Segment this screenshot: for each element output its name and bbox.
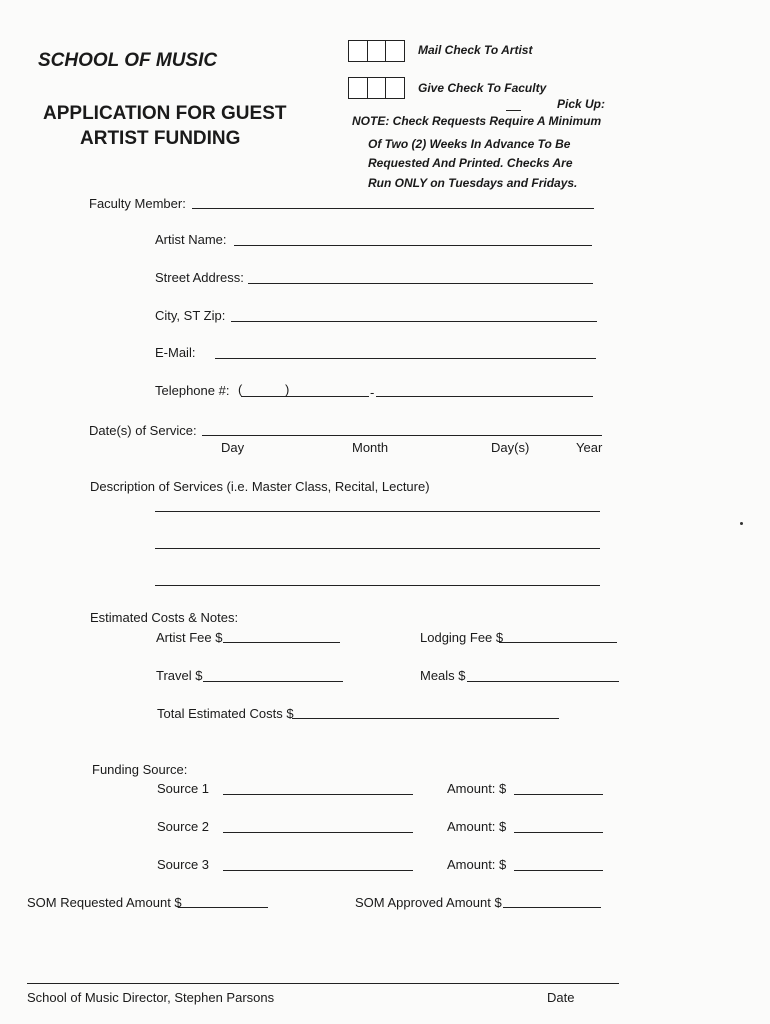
amount3-label: Amount: $ — [447, 857, 507, 872]
source2-label: Source 2 — [157, 819, 210, 834]
som-requested-field[interactable] — [178, 907, 268, 908]
days-caption: Day(s) — [491, 440, 530, 455]
street-address-label: Street Address: — [155, 270, 244, 285]
note-line4: Run ONLY on Tuesdays and Fridays. — [368, 176, 578, 190]
dates-of-service-field[interactable] — [202, 435, 602, 436]
lodging-fee-field[interactable] — [499, 642, 617, 643]
source3-field[interactable] — [223, 870, 413, 871]
day-caption: Day — [221, 440, 245, 455]
faculty-member-field[interactable] — [192, 208, 594, 209]
meals-label: Meals $ — [420, 668, 466, 683]
checkbox-cell[interactable] — [348, 40, 368, 62]
artist-name-label: Artist Name: — [155, 232, 227, 247]
note-line3: Requested And Printed. Checks Are — [368, 156, 573, 170]
month-caption: Month — [352, 440, 389, 455]
phone-prefix-field[interactable] — [289, 396, 369, 397]
amount1-label: Amount: $ — [447, 781, 507, 796]
total-costs-label: Total Estimated Costs $ — [157, 706, 294, 721]
amount2-label: Amount: $ — [447, 819, 507, 834]
amount2-field[interactable] — [514, 832, 603, 833]
phone-dash: - — [370, 385, 375, 400]
faculty-member-label: Faculty Member: — [89, 196, 186, 211]
pick-up-line — [506, 110, 521, 111]
phone-number-field[interactable] — [376, 396, 593, 397]
artist-name-field[interactable] — [234, 245, 592, 246]
area-code-field[interactable] — [241, 396, 289, 397]
source3-label: Source 3 — [157, 857, 210, 872]
telephone-label: Telephone #: — [155, 383, 230, 398]
dates-of-service-label: Date(s) of Service: — [89, 423, 197, 438]
total-costs-field[interactable] — [292, 718, 559, 719]
lodging-fee-label: Lodging Fee $ — [420, 630, 504, 645]
street-address-field[interactable] — [248, 283, 593, 284]
meals-field[interactable] — [467, 681, 619, 682]
email-label: E-Mail: — [155, 345, 196, 360]
note-line1: NOTE: Check Requests Require A Minimum — [352, 114, 602, 128]
checkbox-cell[interactable] — [367, 40, 387, 62]
give-check-checkbox[interactable] — [348, 77, 404, 99]
signature-line[interactable] — [27, 983, 619, 984]
amount3-field[interactable] — [514, 870, 603, 871]
mail-check-checkbox[interactable] — [348, 40, 404, 62]
checkbox-cell[interactable] — [385, 40, 405, 62]
travel-field[interactable] — [203, 681, 343, 682]
checkbox-cell[interactable] — [385, 77, 405, 99]
artist-fee-label: Artist Fee $ — [156, 630, 223, 645]
description-label: Description of Services (i.e. Master Class, Recital, Lecture) — [90, 479, 430, 494]
funding-source-heading: Funding Source: — [92, 762, 188, 777]
year-caption: Year — [576, 440, 603, 455]
note-line2: Of Two (2) Weeks In Advance To Be — [368, 137, 571, 151]
date-caption: Date — [547, 990, 575, 1005]
area-code-close-paren: ) — [285, 382, 290, 397]
form-title-line2: ARTIST FUNDING — [80, 128, 241, 149]
city-st-zip-label: City, ST Zip: — [155, 308, 226, 323]
source1-label: Source 1 — [157, 781, 210, 796]
travel-label: Travel $ — [156, 668, 203, 683]
description-line-1[interactable] — [155, 511, 600, 512]
school-name: SCHOOL OF MUSIC — [38, 50, 218, 71]
email-field[interactable] — [215, 358, 596, 359]
checkbox-cell[interactable] — [348, 77, 368, 99]
estimated-costs-heading: Estimated Costs & Notes: — [90, 610, 239, 625]
scan-speck — [740, 522, 743, 525]
director-caption: School of Music Director, Stephen Parsons — [27, 990, 275, 1005]
description-line-2[interactable] — [155, 548, 600, 549]
pick-up-label: Pick Up: — [557, 97, 606, 111]
source1-field[interactable] — [223, 794, 413, 795]
source2-field[interactable] — [223, 832, 413, 833]
checkbox-cell[interactable] — [367, 77, 387, 99]
som-approved-field[interactable] — [503, 907, 601, 908]
give-check-label: Give Check To Faculty — [418, 81, 547, 95]
form-title-line1: APPLICATION FOR GUEST — [43, 103, 287, 124]
city-st-zip-field[interactable] — [231, 321, 597, 322]
area-code-open-paren: ( — [238, 382, 243, 397]
mail-check-label: Mail Check To Artist — [418, 43, 533, 57]
amount1-field[interactable] — [514, 794, 603, 795]
artist-fee-field[interactable] — [223, 642, 340, 643]
som-approved-label: SOM Approved Amount $ — [355, 895, 502, 910]
description-line-3[interactable] — [155, 585, 600, 586]
som-requested-label: SOM Requested Amount $ — [27, 895, 182, 910]
